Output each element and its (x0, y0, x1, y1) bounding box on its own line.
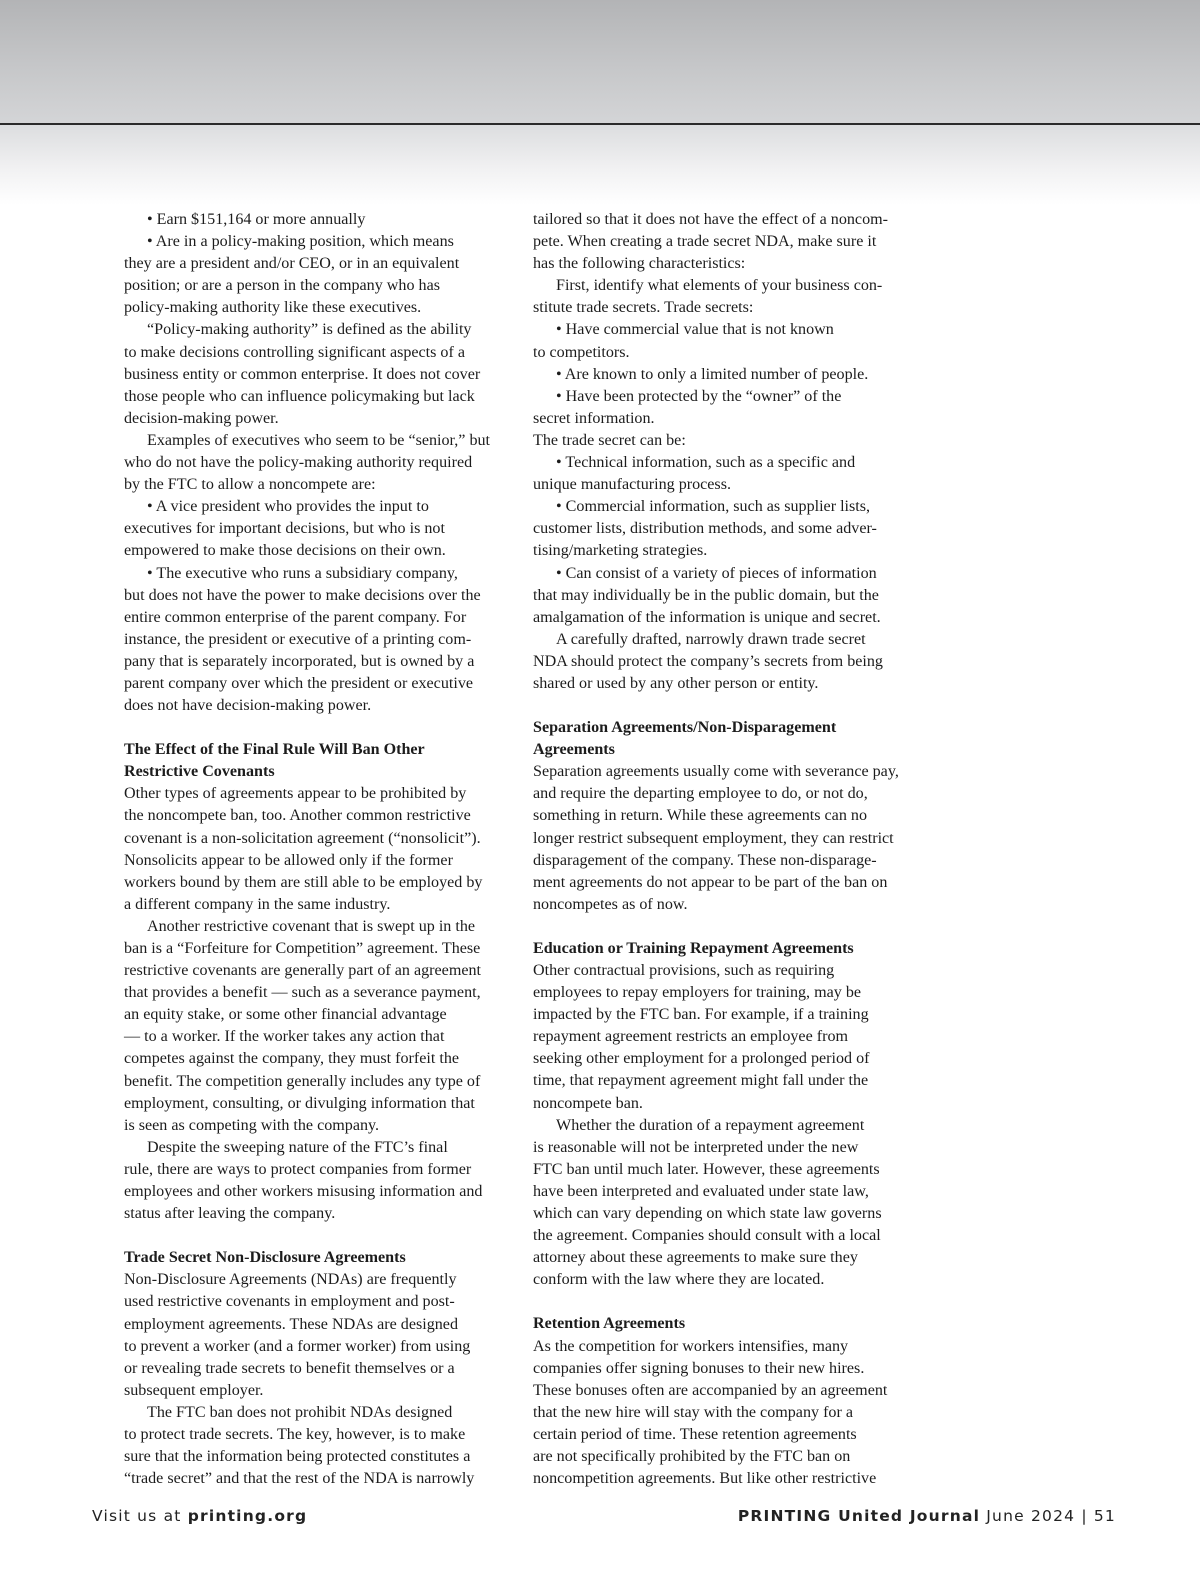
right-column-text-line: • Have been protected by the “owner” of the (556, 387, 842, 405)
right-column-text-line: First, identify what elements of your business con- (556, 277, 883, 295)
right-column-text-line: seeking other employment for a prolonged period of (533, 1050, 870, 1068)
left-column-text-line: instance, the president or executive of a printing com- (124, 630, 472, 648)
left-column-text-line: competes against the company, they must forfeit the (124, 1050, 460, 1068)
left-column-text-line: a different company in the same industry. (124, 895, 391, 913)
right-column-text-line: unique manufacturing process. (533, 476, 731, 494)
right-column-text-line: noncompetes as of now. (533, 895, 688, 913)
left-column-text-line: • A vice president who provides the input to (147, 498, 429, 516)
left-column-text-line: • Earn $151,164 or more annually (147, 211, 366, 228)
left-column-text-line: or revealing trade secrets to benefit themselves or a (124, 1359, 455, 1377)
right-column-text-line: conform with the law where they are located. (533, 1271, 825, 1289)
left-column-text-line: benefit. The competition generally includes any type of (124, 1072, 481, 1090)
right-column-text-line: tising/marketing strategies. (533, 542, 708, 560)
left-column-text-line: who do not have the policy-making authority required (124, 454, 473, 472)
right-column-text-line: that the new hire will stay with the company for a (533, 1403, 853, 1421)
left-column-text-line: • Are in a policy-making position, which means (147, 233, 454, 251)
right-column-text-line: has the following characteristics: (533, 255, 746, 273)
right-column-text-line: shared or used by any other person or entity. (533, 674, 819, 692)
left-column (124, 209, 510, 1490)
right-column-text-line: to competitors. (533, 343, 630, 361)
right-column-section-gap (533, 1291, 923, 1313)
right-column-text-line: longer restrict subsequent employment, they can restrict (533, 829, 894, 847)
left-column-text-line: rule, there are ways to protect companies from former (124, 1160, 472, 1178)
right-column-text-line: the agreement. Companies should consult with a local (533, 1227, 881, 1245)
right-column-text-line: ment agreements do not appear to be part of the ban on (533, 873, 888, 891)
right-column-text-line: time, that repayment agreement might fall under the (533, 1072, 869, 1090)
left-column-text-line: is seen as competing with the company. (124, 1116, 380, 1134)
footer-issue-page: June 2024 | 51 (980, 1507, 1116, 1525)
footer-visit-text: Visit us at (92, 1507, 188, 1525)
left-column-text-line: employment agreements. These NDAs are designed (124, 1315, 458, 1333)
left-column-text-line: employees and other workers misusing information and (124, 1183, 483, 1201)
right-column-text-line: stitute trade secrets. Trade secrets: (533, 299, 754, 317)
footer-right (738, 1507, 1116, 1525)
right-column-text-line: As the competition for workers intensifies, many (533, 1337, 849, 1355)
right-column-text-line: noncompete ban. (533, 1094, 643, 1112)
right-column-section-gap (533, 695, 923, 717)
left-column-text-line: — to a worker. If the worker takes any action that (124, 1028, 445, 1046)
left-column-text-line: sure that the information being protected constitutes a (124, 1448, 471, 1466)
right-column-text-line: and require the departing employee to do, or not do, (533, 785, 868, 803)
right-column-text-line: These bonuses often are accompanied by an agreement (533, 1381, 888, 1399)
right-column-text-line: have been interpreted and evaluated under state law, (533, 1182, 869, 1200)
right-column-text-line: something in return. While these agreements can no (533, 807, 867, 825)
right-column-text-line: Whether the duration of a repayment agreement (556, 1116, 865, 1134)
left-column-section-gap (124, 1225, 510, 1247)
right-column-text-line: • Are known to only a limited number of people. (556, 365, 869, 383)
right-column-text-line: NDA should protect the company’s secrets from being (533, 652, 883, 670)
left-column-text-line: empowered to make those decisions on their own. (124, 542, 446, 560)
right-column-text-line: Other contractual provisions, such as requiring (533, 962, 835, 979)
left-column-text-line: employment, consulting, or divulging information that (124, 1094, 475, 1112)
right-column-text-line: certain period of time. These retention agreements (533, 1425, 857, 1443)
right-column-text-line: is reasonable will not be interpreted under the new (533, 1138, 859, 1156)
left-column-text-line: Examples of executives who seem to be “senior,” but (147, 431, 491, 449)
left-column-text-line: The FTC ban does not prohibit NDAs designed (147, 1403, 453, 1421)
left-column-text-line: position; or are a person in the company who has (124, 277, 440, 295)
left-column-text-line: restrictive covenants are generally part of an agreement (124, 962, 482, 980)
right-column-text-line: tailored so that it does not have the effect of a noncom- (533, 211, 888, 228)
right-column-text-line: impacted by the FTC ban. For example, if a training (533, 1006, 869, 1024)
left-column-text-line: by the FTC to allow a noncompete are: (124, 476, 376, 494)
right-column-text-line: • Have commercial value that is not known (556, 321, 834, 339)
left-column-section-heading: Restrictive Covenants (124, 763, 275, 781)
left-column-text-line: those people who can influence policymaking but lack (124, 387, 475, 405)
right-column-section-heading: Education or Training Repayment Agreements (533, 939, 854, 957)
right-column-text-line: disparagement of the company. These non-disparage- (533, 851, 877, 869)
right-column-text-line: amalgamation of the information is unique and secret. (533, 608, 881, 626)
right-column-text-line: noncompetition agreements. But like other restrictive (533, 1470, 877, 1488)
right-column-text-line: The trade secret can be: (533, 431, 686, 449)
right-column-section-gap (533, 916, 923, 938)
left-column-text-line: Nonsolicits appear to be allowed only if the former (124, 851, 453, 869)
footer-left (92, 1507, 307, 1525)
right-column-text-line: that may individually be in the public domain, but the (533, 586, 879, 604)
left-column-text-line: policy-making authority like these executives. (124, 299, 422, 317)
left-column-text-line: “Policy-making authority” is defined as the ability (147, 321, 472, 339)
left-column-text-line: but does not have the power to make decisions over the (124, 586, 481, 604)
right-column-text-line: which can vary depending on which state law governs (533, 1205, 882, 1223)
left-column-text-line: to make decisions controlling significant aspects of a (124, 343, 466, 361)
right-column-text-line: • Technical information, such as a specific and (556, 454, 856, 472)
left-column-text-line: Non-Disclosure Agreements (NDAs) are frequently (124, 1271, 457, 1289)
left-column-text-line: Another restrictive covenant that is swept up in the (147, 917, 476, 935)
left-column-text-line: to prevent a worker (and a former worker) from using (124, 1337, 471, 1355)
right-column-text-line: secret information. (533, 409, 655, 427)
left-column-text-line: ban is a “Forfeiture for Competition” agreement. These (124, 940, 481, 957)
right-column-text-line: FTC ban until much later. However, these agreements (533, 1160, 880, 1178)
left-column-text-line: that provides a benefit — such as a severance payment, (124, 984, 481, 1002)
left-column-text-line: executives for important decisions, but who is not (124, 520, 445, 538)
left-column-text-line: “trade secret” and that the rest of the NDA is narrowly (124, 1470, 475, 1488)
footer-website-link[interactable]: printing.org (187, 1507, 308, 1525)
header-band (0, 0, 1200, 124)
left-column-text-line: entire common enterprise of the parent company. For (124, 608, 467, 626)
right-column-section-heading: Retention Agreements (533, 1315, 686, 1333)
left-column-text-line: used restrictive covenants in employment and post- (124, 1293, 455, 1311)
right-column-text-line: pete. When creating a trade secret NDA, make sure it (533, 233, 877, 251)
left-column-text-line: they are a president and/or CEO, or in an equivalent (124, 255, 460, 273)
left-column-text-line: business entity or common enterprise. It does not cover (124, 365, 481, 383)
left-column-text-line: an equity stake, or some other financial advantage (124, 1006, 447, 1024)
left-column-section-heading: The Effect of the Final Rule Will Ban Other (124, 741, 425, 759)
left-column-text-line: Despite the sweeping nature of the FTC’s final (147, 1138, 448, 1156)
right-column-text-line: companies offer signing bonuses to their new hires. (533, 1359, 865, 1377)
left-column-text-line: to protect trade secrets. The key, however, is to make (124, 1425, 466, 1443)
right-column-section-heading: Separation Agreements/Non-Disparagement (533, 719, 837, 737)
right-column (533, 209, 923, 1490)
left-column-text-line: decision-making power. (124, 409, 279, 427)
left-column-text-line: • The executive who runs a subsidiary company, (147, 564, 458, 582)
left-column-text-line: status after leaving the company. (124, 1205, 336, 1223)
footer-publication-title: PRINTING United Journal (737, 1507, 981, 1525)
left-column-text-line: subsequent employer. (124, 1381, 264, 1399)
right-column-text-line: repayment agreement restricts an employee from (533, 1028, 849, 1046)
right-column-text-line: Separation agreements usually come with severance pay, (533, 763, 899, 781)
right-column-text-line: A carefully drafted, narrowly drawn trade secret (556, 630, 866, 648)
left-column-text-line: does not have decision-making power. (124, 697, 372, 715)
left-column-text-line: the noncompete ban, too. Another common restrictive (124, 807, 471, 825)
left-column-text-line: Other types of agreements appear to be prohibited by (124, 785, 467, 803)
right-column-text-line: are not specifically prohibited by the FTC ban on (533, 1447, 851, 1465)
left-column-section-heading: Trade Secret Non-Disclosure Agreements (124, 1249, 406, 1267)
right-column-text-line: • Commercial information, such as supplier lists, (556, 498, 871, 516)
header-fade (0, 125, 1200, 205)
right-column-text-line: employees to repay employers for training, may be (533, 984, 862, 1002)
left-column-text-line: workers bound by them are still able to be employed by (124, 873, 483, 891)
left-column-section-gap (124, 717, 510, 739)
right-column-section-heading: Agreements (533, 741, 615, 759)
left-column-text-line: pany that is separately incorporated, but is owned by a (124, 652, 475, 670)
right-column-text-line: attorney about these agreements to make sure they (533, 1249, 858, 1267)
right-column-text-line: customer lists, distribution methods, and some adver- (533, 520, 877, 538)
right-column-text-line: • Can consist of a variety of pieces of information (556, 564, 877, 582)
left-column-text-line: covenant is a non-solicitation agreement (“nonsolicit”). (124, 829, 481, 847)
left-column-text-line: parent company over which the president or executive (124, 674, 474, 692)
